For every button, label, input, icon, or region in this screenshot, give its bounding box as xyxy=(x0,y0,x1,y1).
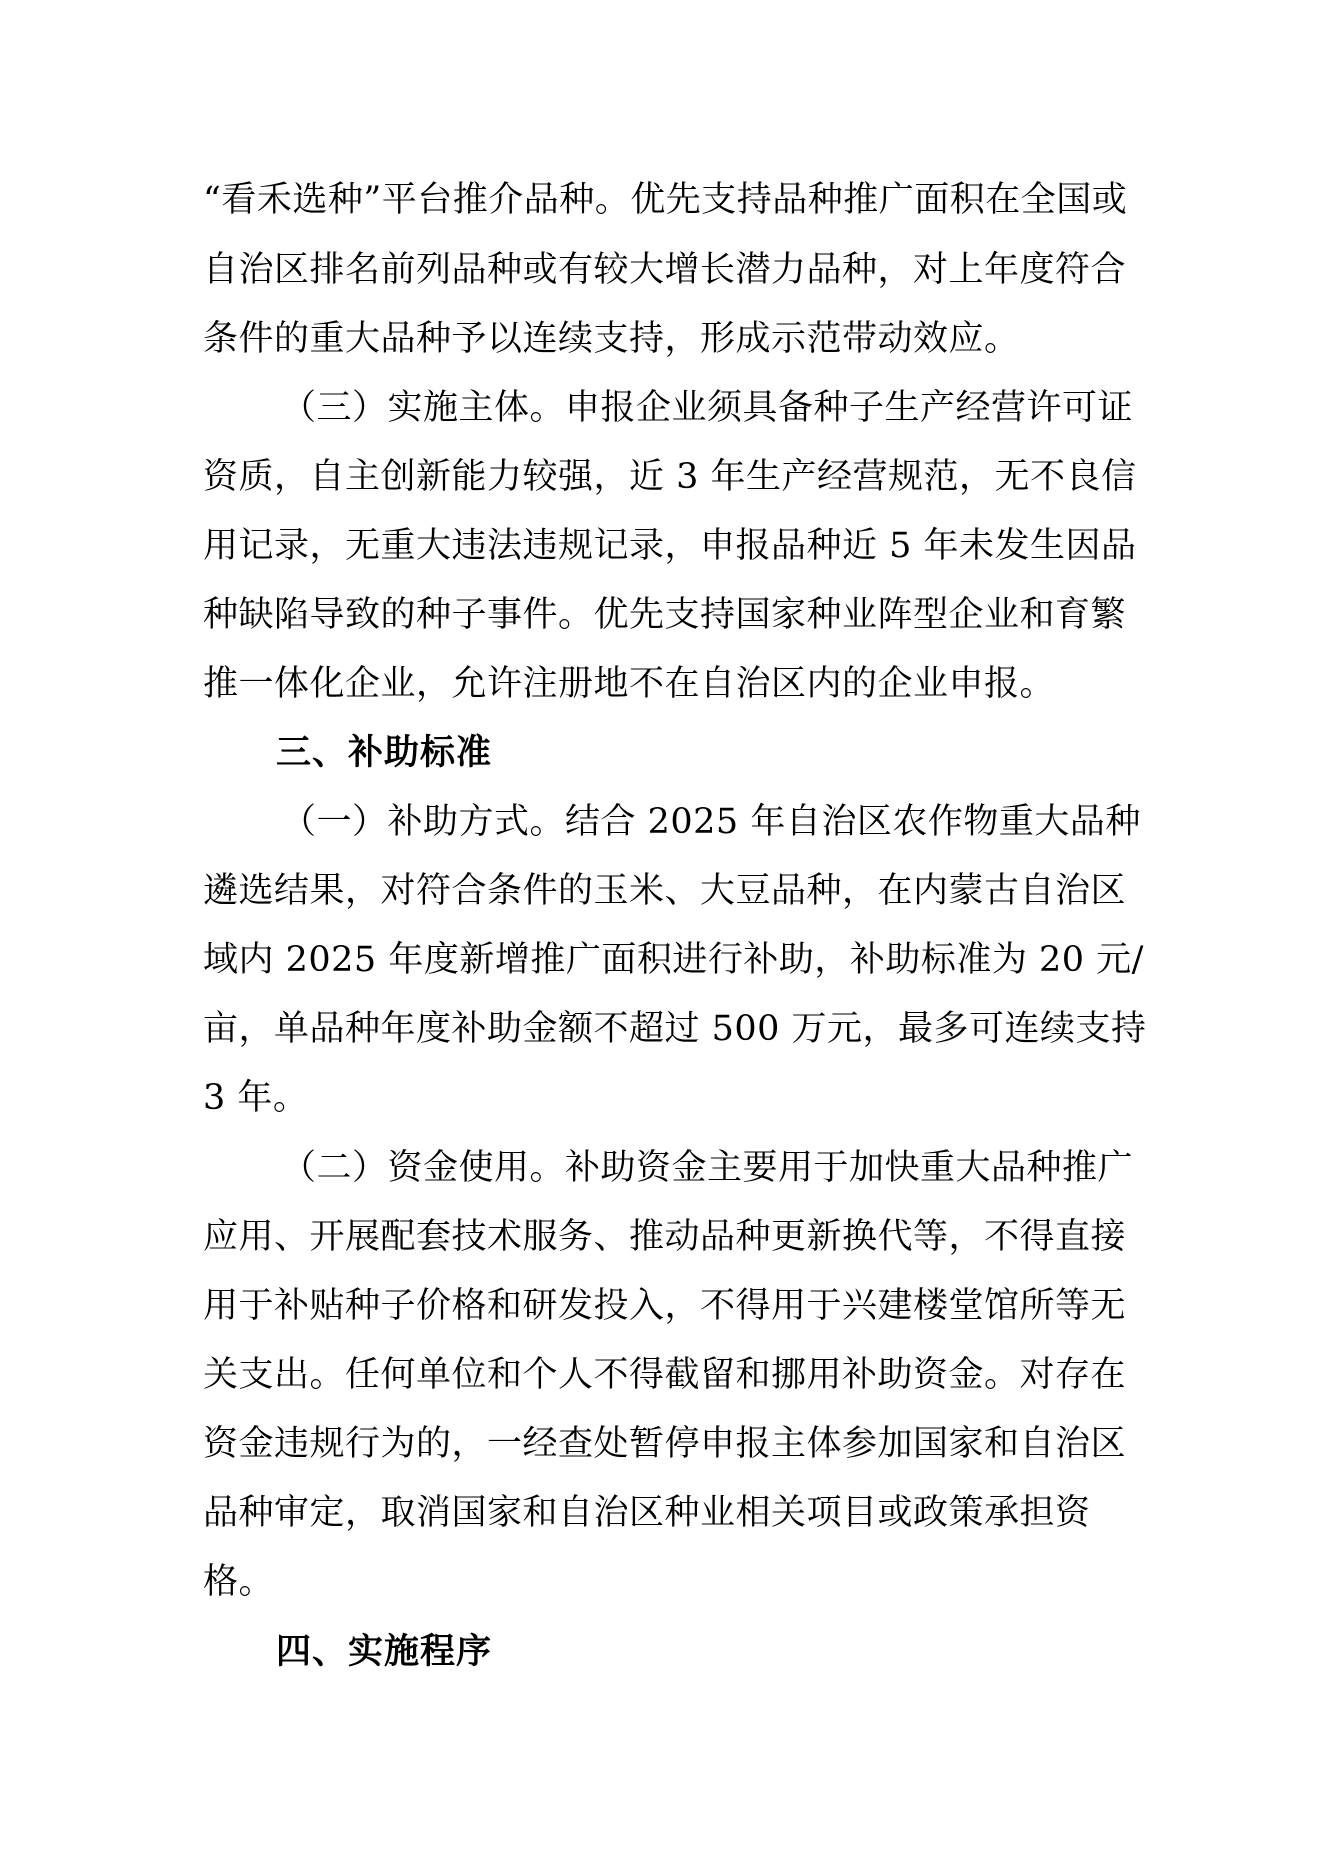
paragraph-line: 格。 xyxy=(203,1562,275,1602)
paragraph-line: 域内 2025 年度新增推广面积进行补助，补助标准为 20 元/ xyxy=(203,940,1144,980)
paragraph-line: 用于补贴种子价格和研发投入，不得用于兴建楼堂馆所等无 xyxy=(203,1286,1127,1326)
paragraph-line: 资质，自主创新能力较强，近 3 年生产经营规范，无不良信 xyxy=(203,457,1137,497)
paragraph-line: 条件的重大品种予以连续支持，形成示范带动效应。 xyxy=(203,319,1020,359)
paragraph-line: 用记录，无重大违法违规记录，申报品种近 5 年未发生因品 xyxy=(203,526,1137,566)
paragraph-line: 亩，单品种年度补助金额不超过 500 万元，最多可连续支持 xyxy=(203,1009,1147,1049)
paragraph-line: 关支出。任何单位和个人不得截留和挪用补助资金。对存在 xyxy=(203,1355,1127,1395)
paragraph-line: “看禾选种”平台推介品种。优先支持品种推广面积在全国或 xyxy=(203,180,1128,220)
paragraph-line: 遴选结果，对符合条件的玉米、大豆品种，在内蒙古自治区 xyxy=(203,871,1127,911)
paragraph-line: 品种审定，取消国家和自治区种业相关项目或政策承担资 xyxy=(203,1493,1091,1533)
paragraph-line: （一）补助方式。结合 2025 年自治区农作物重大品种 xyxy=(281,802,1141,842)
paragraph-line: 应用、开展配套技术服务、推动品种更新换代等，不得直接 xyxy=(203,1217,1127,1257)
paragraph-line: 自治区排名前列品种或有较大增长潜力品种，对上年度符合 xyxy=(203,250,1127,290)
paragraph-line: （二）资金使用。补助资金主要用于加快重大品种推广 xyxy=(281,1148,1134,1188)
paragraph-line: 推一体化企业，允许注册地不在自治区内的企业申报。 xyxy=(203,664,1056,704)
paragraph-line: （三）实施主体。申报企业须具备种子生产经营许可证 xyxy=(281,388,1134,428)
paragraph-line: 3 年。 xyxy=(203,1078,309,1118)
paragraph-line: 资金违规行为的，一经查处暂停申报主体参加国家和自治区 xyxy=(203,1424,1127,1464)
section-heading: 四、实施程序 xyxy=(276,1632,493,1672)
paragraph-line: 种缺陷导致的种子事件。优先支持国家种业阵型企业和育繁 xyxy=(203,595,1127,635)
section-heading: 三、补助标准 xyxy=(276,733,493,773)
